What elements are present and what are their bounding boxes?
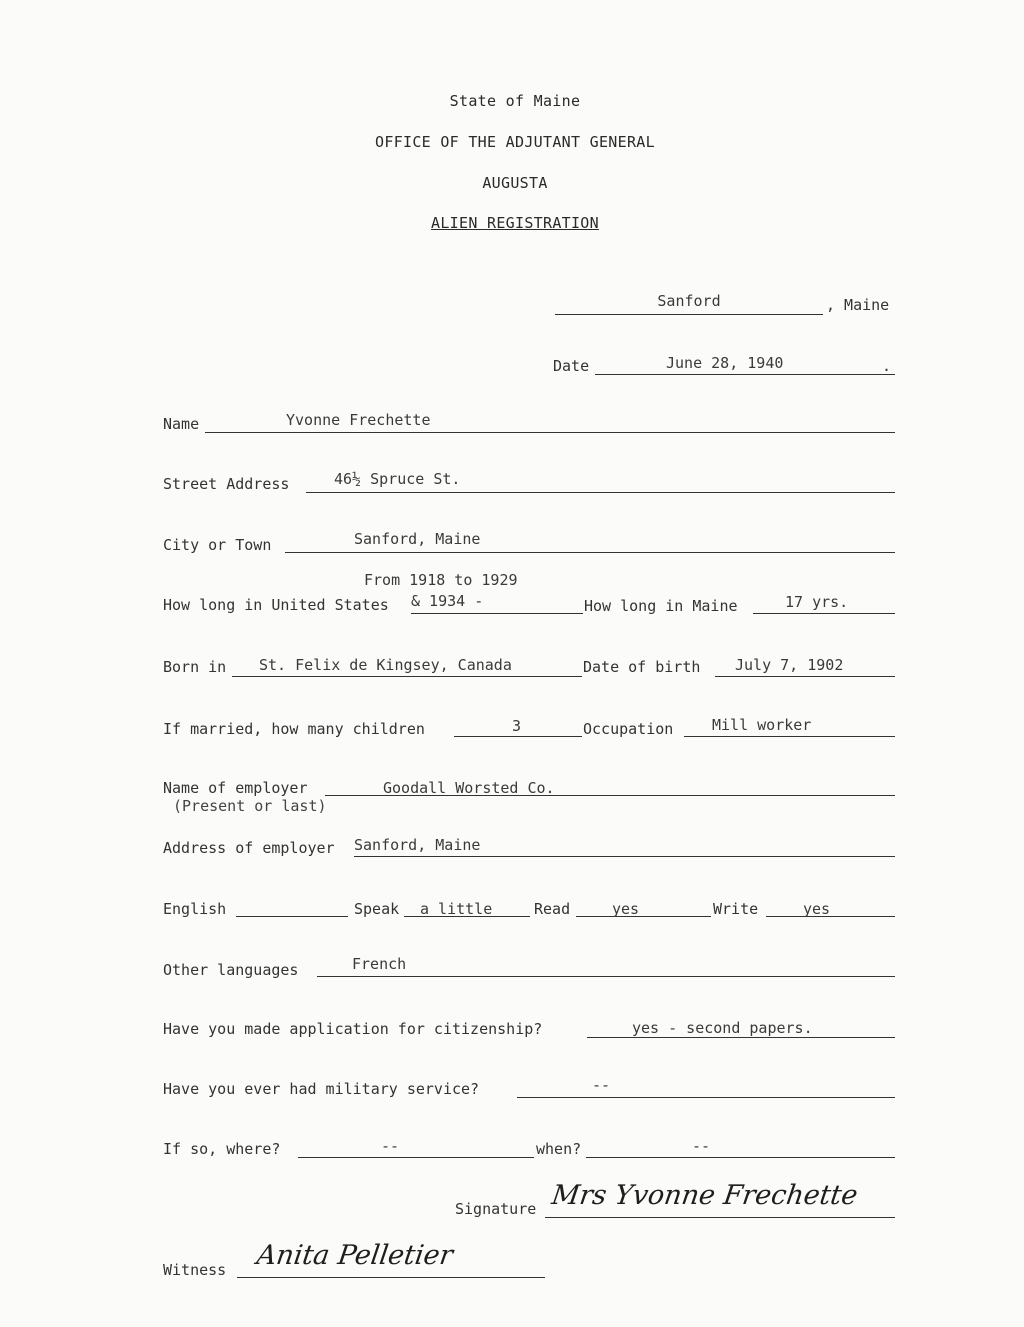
- town-suffix: , Maine: [826, 296, 890, 314]
- children-value: 3: [512, 717, 522, 735]
- us-residence-line: [411, 613, 583, 614]
- form-title-text: ALIEN REGISTRATION: [431, 214, 599, 232]
- name-value: Yvonne Frechette: [286, 411, 431, 429]
- witness-label: Witness: [163, 1261, 227, 1279]
- state-heading: State of Maine: [449, 92, 581, 110]
- read-label: Read: [534, 900, 571, 918]
- read-line: [576, 916, 711, 917]
- citizenship-label: Have you made application for citizenship?: [163, 1020, 543, 1038]
- date-value: June 28, 1940: [666, 354, 784, 372]
- name-line: [205, 432, 895, 433]
- us-residence-value-line1: From 1918 to 1929: [364, 571, 518, 589]
- form-title: [0, 214, 1024, 232]
- office-heading: OFFICE OF THE ADJUTANT GENERAL: [375, 133, 655, 151]
- employer-address-value: Sanford, Maine: [354, 836, 481, 854]
- employer-value: Goodall Worsted Co.: [383, 779, 555, 797]
- town-value: Sanford: [657, 292, 721, 310]
- street-label: Street Address: [163, 475, 290, 493]
- military-value: --: [592, 1076, 611, 1094]
- when-value: --: [692, 1137, 711, 1155]
- speak-label: Speak: [354, 900, 400, 918]
- date-line: [595, 374, 895, 375]
- date-end: .: [882, 357, 892, 375]
- birth-date-label: Date of birth: [583, 658, 701, 676]
- where-label: If so, where?: [163, 1140, 281, 1158]
- other-languages-label: Other languages: [163, 961, 299, 979]
- other-languages-line: [317, 976, 895, 977]
- street-line: [306, 492, 895, 493]
- town-line: [555, 314, 823, 315]
- occupation-value: Mill worker: [712, 716, 812, 734]
- military-line: [517, 1097, 895, 1098]
- city-label: City or Town: [163, 536, 272, 554]
- speak-value: a little: [420, 900, 493, 918]
- born-label: Born in: [163, 658, 227, 676]
- birth-date-line: [715, 676, 895, 677]
- city-value: Sanford, Maine: [354, 530, 481, 548]
- employer-address-line: [354, 856, 895, 857]
- employer-sublabel: (Present or last): [173, 797, 327, 815]
- signature-handwritten: Mrs Yvonne Frechette: [549, 1180, 860, 1211]
- us-residence-label: How long in United States: [163, 596, 389, 614]
- name-label: Name: [163, 415, 200, 433]
- maine-residence-label: How long in Maine: [584, 597, 738, 615]
- write-value: yes: [803, 900, 831, 918]
- children-label: If married, how many children: [163, 720, 425, 738]
- maine-residence-line: [753, 613, 895, 614]
- english-line: [236, 916, 348, 917]
- other-languages-value: French: [352, 955, 407, 973]
- citizenship-value: yes - second papers.: [632, 1019, 813, 1037]
- us-residence-value-line2: & 1934 -: [411, 592, 484, 610]
- born-line: [232, 676, 582, 677]
- write-line: [766, 916, 895, 917]
- when-label: when?: [536, 1140, 582, 1158]
- employer-label: Name of employer: [163, 779, 308, 797]
- city-heading: AUGUSTA: [482, 174, 548, 192]
- military-label: Have you ever had military service?: [163, 1080, 480, 1098]
- occupation-label: Occupation: [583, 720, 674, 738]
- write-label: Write: [713, 900, 759, 918]
- where-value: --: [381, 1137, 400, 1155]
- children-line: [454, 736, 582, 737]
- signature-line: [545, 1217, 895, 1218]
- birth-date-value: July 7, 1902: [735, 656, 844, 674]
- date-label: Date: [553, 357, 590, 375]
- occupation-line: [684, 736, 895, 737]
- employer-address-label: Address of employer: [163, 839, 335, 857]
- signature-label: Signature: [455, 1200, 537, 1218]
- when-line: [586, 1157, 895, 1158]
- street-value: 46½ Spruce St.: [334, 470, 461, 488]
- citizenship-line: [587, 1037, 895, 1038]
- born-value: St. Felix de Kingsey, Canada: [259, 656, 512, 674]
- witness-line: [237, 1277, 545, 1278]
- witness-handwritten: Anita Pelletier: [254, 1240, 455, 1271]
- where-line: [298, 1157, 534, 1158]
- read-value: yes: [612, 900, 640, 918]
- maine-residence-value: 17 yrs.: [785, 593, 849, 611]
- english-label: English: [163, 900, 227, 918]
- city-line: [285, 552, 895, 553]
